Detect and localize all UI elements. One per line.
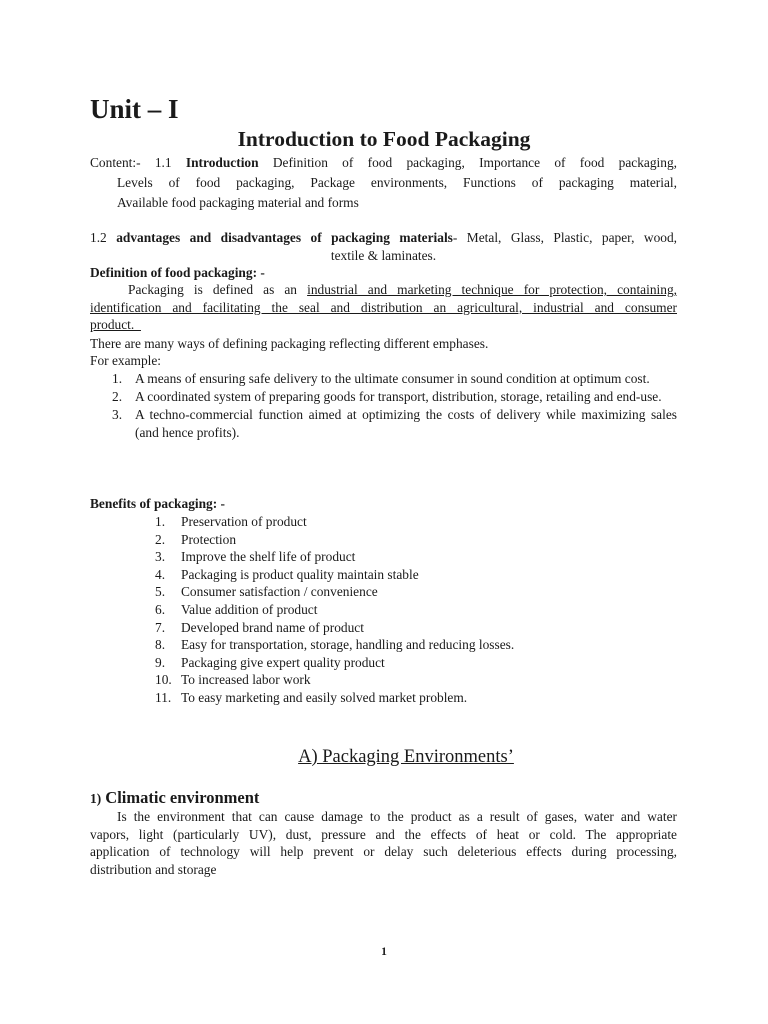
list-number: 3. <box>112 407 123 423</box>
climatic-line-1-text: Is the environment that can cause damage to the product as a result of gases, water and water <box>117 809 677 824</box>
climatic-environment-heading <box>90 787 259 809</box>
section-1-2-line-2: textile & laminates. <box>330 247 437 263</box>
list-item <box>155 619 514 637</box>
list-item <box>90 370 677 388</box>
list-item <box>90 406 677 441</box>
content-prefix: Content:- 1.1 <box>90 155 186 170</box>
list-number: 7. <box>155 619 166 635</box>
definition-paragraph <box>90 281 677 334</box>
list-item <box>155 671 514 689</box>
list-number: 2. <box>112 389 123 405</box>
list-number: 8. <box>155 637 166 653</box>
list-item-text: Packaging give expert quality product <box>181 654 385 670</box>
section-1-2-line-1 <box>90 229 677 247</box>
list-item-text: Value addition of product <box>181 601 318 617</box>
list-number: 4. <box>155 566 166 582</box>
benefits-heading: Benefits of packaging: - <box>90 496 226 511</box>
climatic-number: 1) <box>90 791 102 806</box>
list-number: 5. <box>155 584 166 600</box>
list-item <box>155 566 514 584</box>
list-number: 3. <box>155 549 166 565</box>
many-ways-text: There are many ways of defining packaging reflecting different emphases. <box>90 336 489 351</box>
list-item <box>155 548 514 566</box>
packaging-environments-title: A) Packaging Environments’ <box>298 747 514 767</box>
list-item-text: Developed brand name of product <box>181 619 364 635</box>
list-item-text: Easy for transportation, storage, handling and reducing losses. <box>181 637 515 653</box>
list-item <box>155 654 514 672</box>
list-item-text: Improve the shelf life of product <box>181 549 356 565</box>
list-item-text: To easy marketing and easily solved market problem. <box>181 689 468 705</box>
list-item-text: Protection <box>181 531 237 547</box>
content-line-1-rest: Definition of food packaging, Importance of food packaging, <box>258 155 677 170</box>
climatic-line-4: distribution and storage <box>90 861 217 877</box>
content-outline <box>90 154 677 212</box>
for-example-text: For example: <box>90 353 162 368</box>
list-number: 6. <box>155 601 166 617</box>
definition-lead: Packaging is defined as an <box>128 282 308 297</box>
list-item <box>90 388 677 406</box>
climatic-line-1 <box>90 808 677 826</box>
definition-line-2: identification and facilitating the seal and distribution an agricultural, industrial and consumer <box>90 299 677 315</box>
list-number: 11. <box>155 689 172 705</box>
list-item-text: A coordinated system of preparing goods for transport, distribution, storage, retailing and end-use. <box>135 389 662 405</box>
content-line-2: Levels of food packaging, Package environments, Functions of packaging material, <box>117 175 677 191</box>
list-number: 1. <box>112 371 123 386</box>
definition-line-3: product. <box>90 317 141 333</box>
benefits-list <box>155 513 514 707</box>
content-line-3: Available food packaging material and forms <box>117 195 359 211</box>
list-item-text: A techno-commercial function aimed at optimizing the costs of delivery while maximizing sales (and hence profits). <box>135 407 677 440</box>
content-line-1 <box>90 154 677 172</box>
list-item-text: Packaging is product quality maintain stable <box>181 566 419 582</box>
list-item-text: Preservation of product <box>181 514 307 529</box>
list-item <box>155 513 514 531</box>
unit-title: Unit – I <box>90 94 179 124</box>
climatic-paragraph <box>90 808 677 878</box>
definition-heading: Definition of food packaging: - <box>90 265 265 280</box>
section-1-2 <box>90 229 677 264</box>
document-title: Introduction to Food Packaging <box>237 127 531 151</box>
list-item <box>155 689 514 707</box>
climatic-line-2: vapors, light (particularly UV), dust, pressure and the effects of heat or cold. The appropriate <box>90 826 677 842</box>
page-number: 1 <box>381 946 387 958</box>
list-item <box>155 636 514 654</box>
examples-list <box>90 370 677 442</box>
climatic-title: Climatic environment <box>105 788 260 807</box>
section-1-2-title: advantages and disadvantages of packaging materials <box>116 230 453 245</box>
list-item-text: A means of ensuring safe delivery to the ultimate consumer in sound condition at optimum cost. <box>135 371 650 386</box>
list-number: 2. <box>155 531 166 547</box>
list-item <box>155 601 514 619</box>
list-number: 10. <box>155 672 172 688</box>
climatic-line-3: application of technology will help prevent or delay such deleterious effects during processing, <box>90 844 677 860</box>
list-item-text: Consumer satisfaction / convenience <box>181 584 378 600</box>
definition-underlined-1: industrial and marketing technique for protection, containing, <box>307 282 677 297</box>
list-number: 1. <box>155 514 166 529</box>
list-item <box>155 583 514 601</box>
definition-line-1 <box>90 281 677 299</box>
section-1-2-number: 1.2 <box>90 230 117 245</box>
list-item-text: To increased labor work <box>181 672 311 688</box>
list-number: 9. <box>155 654 166 670</box>
introduction-label: Introduction <box>185 155 259 170</box>
list-item <box>155 531 514 549</box>
section-1-2-materials: - Metal, Glass, Plastic, paper, wood, <box>452 230 677 245</box>
